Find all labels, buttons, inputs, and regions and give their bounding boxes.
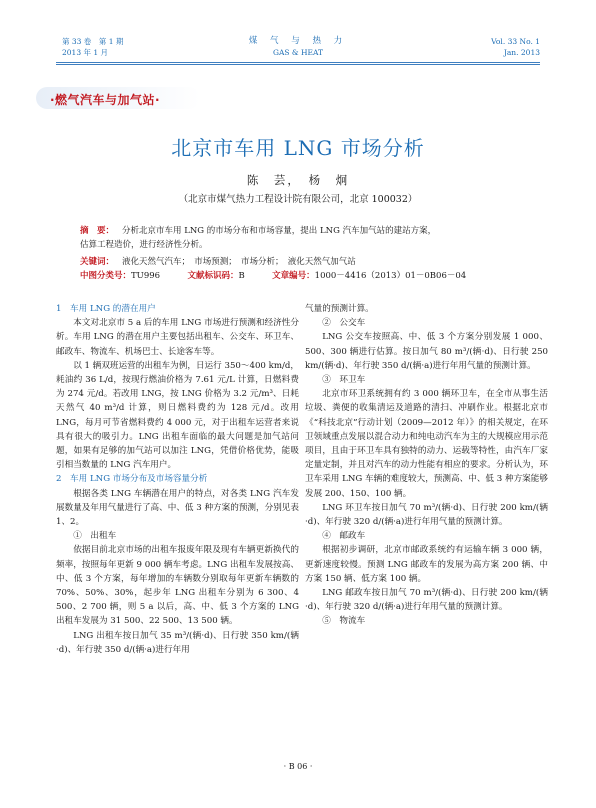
subsection-heading: ② 公交车 xyxy=(322,318,366,329)
abstract-text-1: 分析北京市车用 LNG 的市场分布和市场容量，提出 LNG 汽车加气站的建站方案， xyxy=(122,226,437,236)
body-paragraph: 依据目前北京市场的出租车报废年限及现有车辆更新换代的频率，按照每年更新 9 000 辆车考虑。LNG 出租车发展按高、中、低 3 个方案，每年增加的车辆数分别取每年更新车辆数的 70%、50%、30%，起步年 LNG 出租车分别为 6 300、4 500、2 700 辆，则 5 a 以后，高、中、低 3 个方案的 LNG 出租车发展为 31 500、22 500、13 500 辆。 xyxy=(56,545,299,627)
section-heading: 1 车用 LNG 的潜在用户 xyxy=(56,304,156,314)
article-title: 北京市车用 LNG 市场分析 xyxy=(171,136,425,160)
article-authors: 陈 芸， 杨 炯 xyxy=(246,173,350,187)
journal-issue-en xyxy=(491,36,540,58)
page-number: · B 06 · xyxy=(283,762,313,771)
body-paragraph: 北京市环卫系统拥有约 3 000 辆环卫车，在全市从事生活垃圾、粪便的收集清运及道路的清扫、冲刷作业。根据北京市《“科技北京”行动计划（2009—2012 年）》的相关规定，在环卫领域重点发展以混合动力和纯电动汽车为主的大规模应用示范项目，且由于环卫车具有独特的动力、运载等特性，由汽车厂家定量定制，并且对汽车的动力性能有相应的要求。分析认为，环卫车采用 LNG 车辆的难度较大，预测高、中、低 3 种方案能够发展 200、150、100 辆。 xyxy=(305,389,548,499)
keywords-text: 液化天然气汽车； 市场预测； 市场分析； 液化天然气加气站 xyxy=(122,257,356,267)
body-paragraph: LNG 出租车按日加气 35 m³/(辆·d)、日行驶 350 km/(辆·d)、年行驶 350 d/(辆·a)进行年用 xyxy=(56,630,299,655)
journal-volume-en: Vol. 33 No. 1 xyxy=(491,37,540,46)
classification-line xyxy=(80,270,520,282)
body-paragraph: 气量的预测计算。 xyxy=(305,304,374,314)
body-paragraph: 以 1 辆双班运营的出租车为例，日运行 350～400 km/d，耗油约 36 L/d，按现行燃油价格为 7.61 元/L 计算，日燃料费为 274 元/d。若改用 LNG，按 LNG 价格为 3.2 元/m³、日耗天然气 40 m³/d 计算，则日燃料费约为 128 元/d。改用 LNG，每月可节省燃料费约 4 000 元，对于出租车运营者来说具有很大的吸引力。LNG 出租车面临的最大问题是加气站问题，如果有足够的加气站可以加注 LNG，凭借价格优势，能吸引相当数量的 LNG 汽车用户。 xyxy=(56,360,299,471)
subsection-heading: ③ 环卫车 xyxy=(322,375,366,386)
body-paragraph: 根据初步调研，北京市邮政系统约有运输车辆 3 000 辆，更新速度较慢。预测 LNG 邮政车的发展为高方案 200 辆、中方案 150 辆、低方案 100 辆。 xyxy=(305,545,548,584)
abstract xyxy=(80,224,520,252)
doc-code-value: B xyxy=(238,271,245,281)
doc-code-label: 文献标识码： xyxy=(187,271,239,281)
journal-name-en: GAS & HEAT xyxy=(272,48,323,57)
journal-volume: 第 33 卷 第 1 期 xyxy=(62,37,124,46)
abstract-text-2: 估算工程造价，进行经济性分析。 xyxy=(80,240,208,250)
subsection-heading: ④ 邮政车 xyxy=(322,531,366,542)
header-rule xyxy=(56,62,540,63)
article-number-value: 1000－4416（2013）01－0B06－04 xyxy=(314,271,467,281)
body-paragraph: 根据各类 LNG 车辆潜在用户的特点，对各类 LNG 汽车发展数量及年用气量进行了高、中、低 3 种方案的预测，分别见表 1、2。 xyxy=(56,488,299,528)
column-tag xyxy=(36,87,200,109)
body-paragraph: 本文对北京市 5 a 后的车用 LNG 市场进行预测和经济性分析。车用 LNG 的潜在用户主要包括出租车、公交车、环卫车、邮政车、物流车、机场巴士、长途客车等。 xyxy=(56,318,299,357)
section-heading: 2 车用 LNG 市场分布及市场容量分析 xyxy=(56,474,208,485)
author-affiliation: （北京市煤气热力工程设计院有限公司，北京 100032） xyxy=(178,194,418,205)
body-right-column xyxy=(305,302,548,629)
article-number-label: 文章编号： xyxy=(272,271,315,281)
subsection-heading: ⑤ 物流车 xyxy=(322,616,366,627)
abstract-label: 摘 要： xyxy=(80,226,115,236)
subsection-heading: ① 出租车 xyxy=(73,531,117,542)
clc-value: TU996 xyxy=(131,271,161,281)
body-left-column xyxy=(56,302,299,657)
journal-name-cn: 煤 气 与 热 力 xyxy=(248,36,348,46)
journal-date-en: Jan. 2013 xyxy=(503,48,540,57)
body-paragraph: LNG 邮政车按日加气 70 m³/(辆·d)、日行驶 200 km/(辆·d)、年行驶 320 d/(辆·a)进行年用气量的预测计算。 xyxy=(305,588,548,613)
column-tag-label: ·燃气汽车与加气站· xyxy=(50,93,161,107)
keywords xyxy=(80,255,520,269)
keywords-label: 关键词： xyxy=(80,257,115,267)
header-rule-2 xyxy=(56,64,540,65)
journal-date: 2013 年 1 月 xyxy=(62,48,109,57)
body-paragraph: LNG 公交车按照高、中、低 3 个方案分别发展 1 000、500、300 辆进行估算。按日加气 80 m³/(辆·d)、日行驶 250 km/(辆·d)、年行驶 350 d/(辆·a)进行年用气量的预测计算。 xyxy=(305,332,548,371)
clc-label: 中图分类号： xyxy=(80,271,132,281)
body-paragraph: LNG 环卫车按日加气 70 m³/(辆·d)、日行驶 200 km/(辆·d)、年行驶 320 d/(辆·a)进行年用气量的预测计算。 xyxy=(305,502,548,528)
